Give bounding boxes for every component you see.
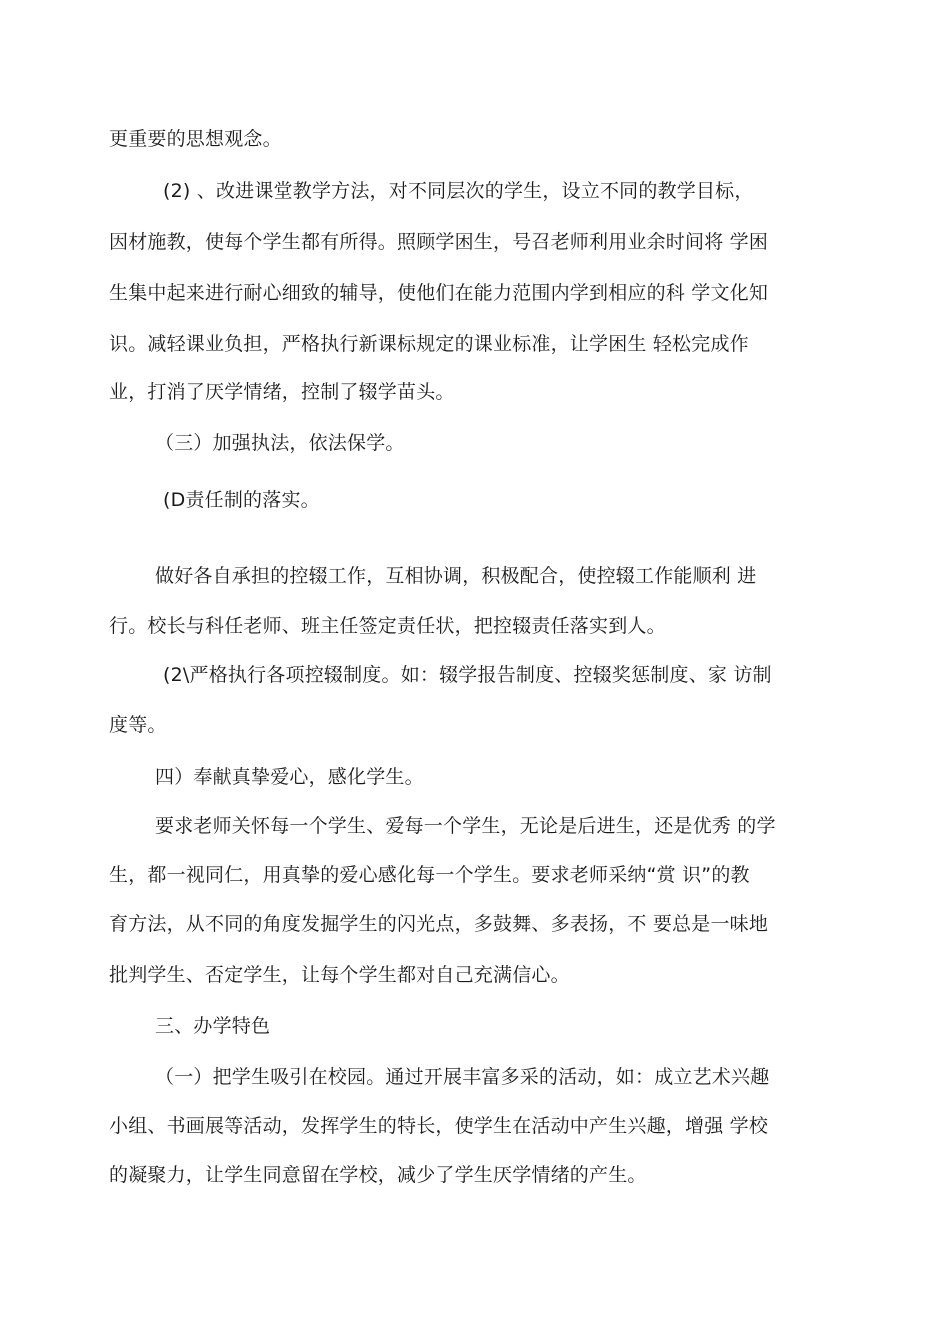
subsection-heading: (D责任制的落实。 xyxy=(163,489,320,511)
text-line: 的凝聚力，让学生同意留在学校，减少了学生厌学情绪的产生。 xyxy=(109,1164,647,1186)
text-line: 生集中起来进行耐心细致的辅导，使他们在能力范围内学到相应的科 学文化知 xyxy=(109,282,769,304)
text-line: 业，打消了厌学情绪，控制了辍学苗头。 xyxy=(109,381,455,403)
text-line: 小组、书画展等活动，发挥学生的特长，使学生在活动中产生兴趣，增强 学校 xyxy=(109,1115,769,1137)
text-line: 要求老师关怀每一个学生、爱每一个学生，无论是后进生，还是优秀 的学 xyxy=(155,815,776,837)
text-line: (2) 、改进课堂教学方法，对不同层次的学生，设立不同的教学目标， xyxy=(163,180,754,202)
text-line: 做好各自承担的控辍工作，互相协调，积极配合，使控辍工作能顺利 进 xyxy=(155,565,757,587)
text-line: （一）把学生吸引在校园。通过开展丰富多采的活动，如：成立艺术兴趣 xyxy=(155,1066,770,1088)
text-line: (2\严格执行各项控辍制度。如：辍学报告制度、控辍奖惩制度、家 访制 xyxy=(163,664,772,686)
text-line: 度等。 xyxy=(109,714,167,736)
section-heading: 四）奉献真挚爱心，感化学生。 xyxy=(155,766,424,788)
text-line: 批判学生、否定学生，让每个学生都对自己充满信心。 xyxy=(109,964,570,986)
text-line: 生，都一视同仁，用真挚的爱心感化每一个学生。要求老师采纳“赏 识”的教 xyxy=(109,864,750,886)
text-line: 行。校长与科任老师、班主任签定责任状，把控辍责任落实到人。 xyxy=(109,615,666,637)
text-line: 育方法，从不同的角度发掘学生的闪光点，多鼓舞、多表扬，不 要总是一味地 xyxy=(109,913,769,935)
text-line: 识。减轻课业负担，严格执行新课标规定的课业标准，让学困生 轻松完成作 xyxy=(109,333,749,355)
section-heading: （三）加强执法，依法保学。 xyxy=(155,432,405,454)
text-line: 更重要的思想观念。 xyxy=(109,128,282,150)
text-line: 因材施教，使每个学生都有所得。照顾学困生，号召老师利用业余时间将 学困 xyxy=(109,231,769,253)
section-heading: 三、办学特色 xyxy=(155,1015,271,1037)
